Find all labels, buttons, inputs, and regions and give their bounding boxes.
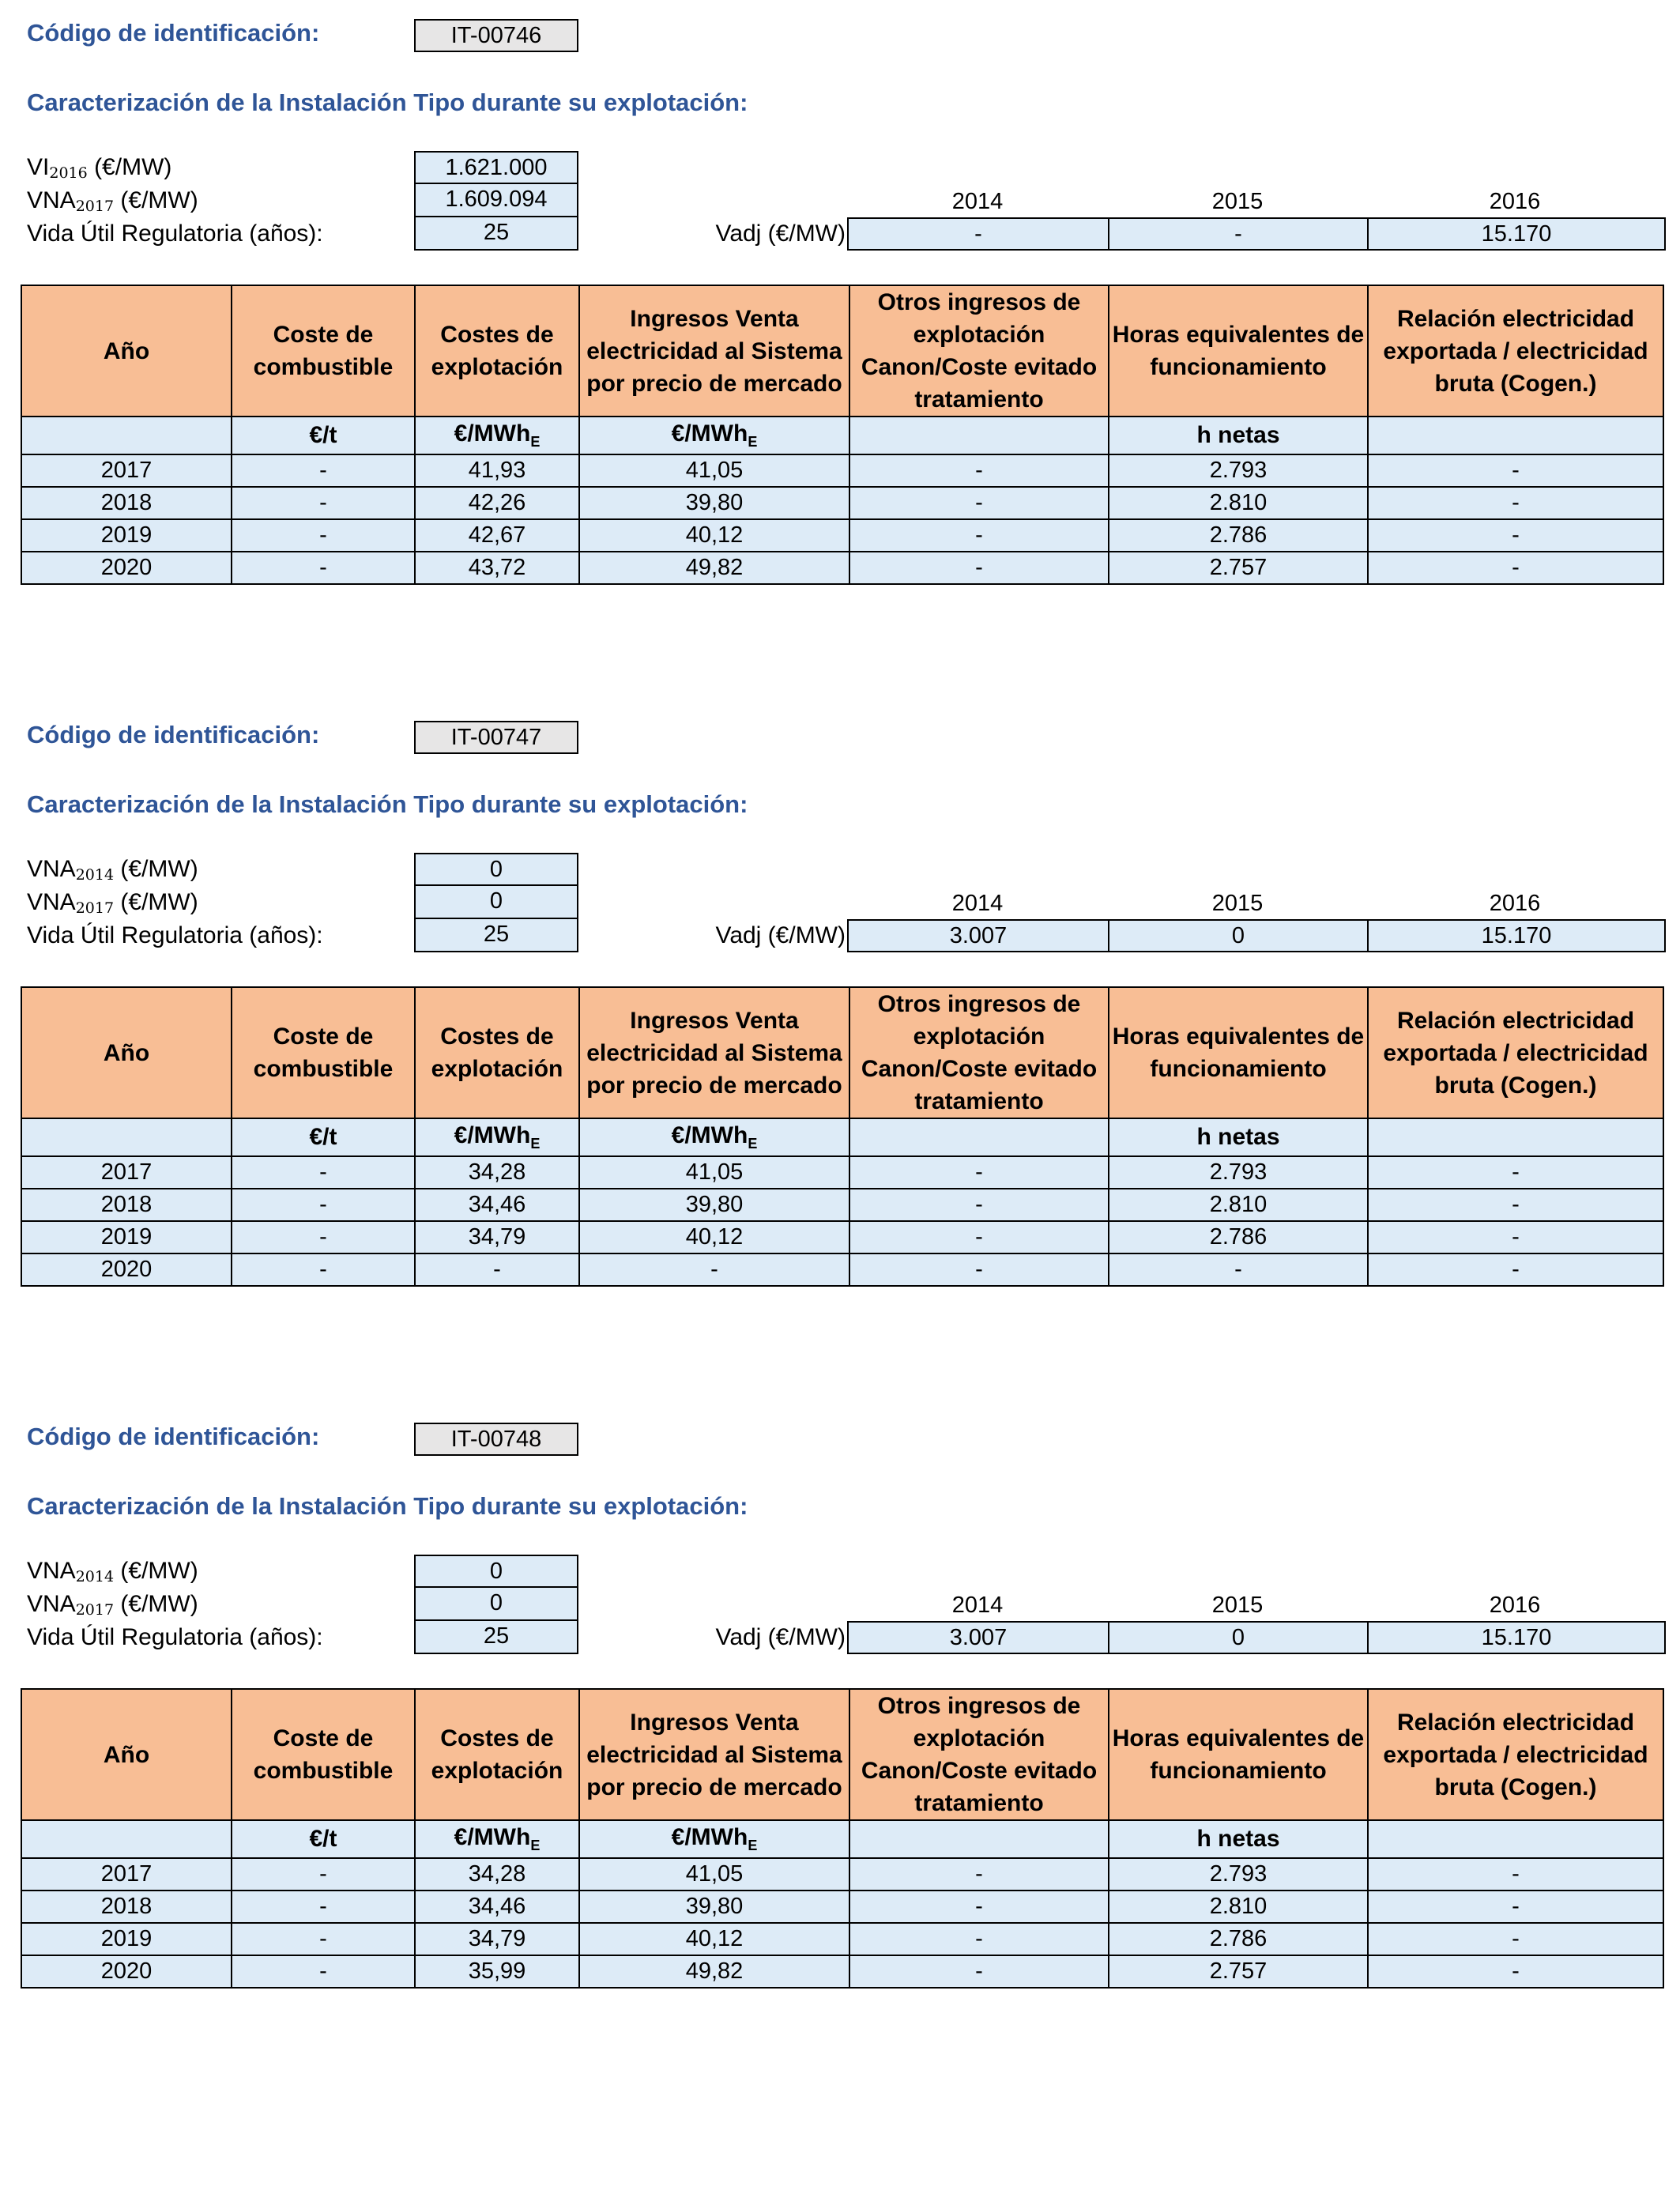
- cell-ano: 2019: [21, 1221, 232, 1253]
- cell-horas: 2.810: [1109, 1891, 1368, 1923]
- year-header-2014: 2014: [951, 891, 1004, 916]
- year-header-2016: 2016: [1489, 1593, 1541, 1618]
- year-header-2014: 2014: [951, 189, 1004, 214]
- cell-otros-ingresos: -: [849, 1156, 1109, 1189]
- cell-coste-combustible: -: [232, 1189, 415, 1221]
- cell-ingresos-venta: 40,12: [579, 1923, 849, 1955]
- header-row: [21, 987, 1663, 1118]
- table-row: [21, 454, 1663, 487]
- installation-section: [0, 702, 1680, 1397]
- code-value: IT-00747: [414, 721, 578, 754]
- year-header-2014: 2014: [951, 1593, 1004, 1618]
- cell-costes-explotacion: 34,28: [415, 1858, 579, 1891]
- cell-coste-combustible: -: [232, 552, 415, 584]
- cell-horas: 2.793: [1109, 454, 1368, 487]
- col-header-costes-explotacion: Costes de explotación: [415, 1689, 579, 1820]
- units-row: [21, 417, 1663, 454]
- param1-value: 1.621.000: [414, 151, 578, 184]
- cell-otros-ingresos: -: [849, 1923, 1109, 1955]
- code-label: Código de identificación:: [27, 19, 320, 47]
- unit-otros-ingresos: [849, 1118, 1109, 1156]
- installation-section: [0, 0, 1680, 696]
- col-header-otros-ingresos: Otros ingresos de explotación Canon/Coste evitado tratamiento: [849, 1689, 1109, 1820]
- year-header-2015: 2015: [1211, 189, 1264, 214]
- cell-costes-explotacion: 34,46: [415, 1891, 579, 1923]
- col-header-otros-ingresos: Otros ingresos de explotación Canon/Coste evitado tratamiento: [849, 285, 1109, 417]
- unit-relacion: [1368, 417, 1663, 454]
- cell-costes-explotacion: 42,26: [415, 487, 579, 519]
- section-heading: Caracterización de la Instalación Tipo durante su explotación:: [27, 790, 748, 818]
- unit-ingresos-venta: €/MWh$_E$: [579, 1820, 849, 1858]
- cell-horas: 2.810: [1109, 1189, 1368, 1221]
- cell-coste-combustible: -: [232, 1955, 415, 1988]
- code-value: IT-00748: [414, 1423, 578, 1456]
- year-header-2015: 2015: [1211, 1593, 1264, 1618]
- unit-ano: [21, 1820, 232, 1858]
- unit-ano: [21, 1118, 232, 1156]
- vadj-label: Vadj (€/MW): [715, 922, 846, 948]
- cell-horas: 2.793: [1109, 1858, 1368, 1891]
- vadj-2014: 3.007: [849, 921, 1109, 951]
- data-table: [21, 986, 1664, 1287]
- data-table: [21, 1688, 1664, 1989]
- table-row: [21, 1156, 1663, 1189]
- cell-relacion: -: [1368, 1955, 1663, 1988]
- cell-costes-explotacion: 34,28: [415, 1156, 579, 1189]
- vida-util-label: Vida Útil Regulatoria (años):: [27, 1624, 323, 1650]
- year-header-2016: 2016: [1489, 891, 1541, 916]
- cell-relacion: -: [1368, 519, 1663, 552]
- col-header-ano: Año: [21, 285, 232, 417]
- cell-ingresos-venta: 41,05: [579, 1858, 849, 1891]
- param2-label: $VNA_{2017}$ (€/MW): [27, 889, 198, 917]
- vadj-label: Vadj (€/MW): [715, 1624, 846, 1650]
- cell-costes-explotacion: 35,99: [415, 1955, 579, 1988]
- cell-ano: 2020: [21, 1253, 232, 1286]
- col-header-horas: Horas equivalentes de funcionamiento: [1109, 285, 1368, 417]
- cell-costes-explotacion: -: [415, 1253, 579, 1286]
- cell-coste-combustible: -: [232, 1221, 415, 1253]
- cell-coste-combustible: -: [232, 1891, 415, 1923]
- vadj-2016: 15.170: [1369, 219, 1664, 249]
- param2-label: $VNA_{2017}$ (€/MW): [27, 1591, 198, 1619]
- cell-relacion: -: [1368, 487, 1663, 519]
- vadj-2014: -: [849, 219, 1109, 249]
- cell-ingresos-venta: 40,12: [579, 1221, 849, 1253]
- cell-horas: -: [1109, 1253, 1368, 1286]
- cell-costes-explotacion: 34,79: [415, 1221, 579, 1253]
- vadj-2015: 0: [1109, 921, 1369, 951]
- cell-relacion: -: [1368, 1189, 1663, 1221]
- col-header-horas: Horas equivalentes de funcionamiento: [1109, 987, 1368, 1118]
- cell-ano: 2020: [21, 1955, 232, 1988]
- cell-coste-combustible: -: [232, 1156, 415, 1189]
- cell-ano: 2017: [21, 454, 232, 487]
- cell-costes-explotacion: 43,72: [415, 552, 579, 584]
- cell-ingresos-venta: 40,12: [579, 519, 849, 552]
- data-table: [21, 285, 1664, 585]
- cell-ano: 2017: [21, 1858, 232, 1891]
- vadj-2015: 0: [1109, 1623, 1369, 1653]
- cell-ano: 2018: [21, 487, 232, 519]
- param2-value: 1.609.094: [414, 184, 578, 217]
- col-header-ingresos-venta: Ingresos Venta electricidad al Sistema por precio de mercado: [579, 1689, 849, 1820]
- vida-util-value: 25: [414, 217, 578, 251]
- year-header-2016: 2016: [1489, 189, 1541, 214]
- cell-relacion: -: [1368, 454, 1663, 487]
- vadj-2015: -: [1109, 219, 1369, 249]
- unit-horas: h netas: [1109, 1820, 1368, 1858]
- col-header-ano: Año: [21, 987, 232, 1118]
- param2-label: $VNA_{2017}$ (€/MW): [27, 187, 198, 215]
- unit-otros-ingresos: [849, 1820, 1109, 1858]
- col-header-coste-combustible: Coste de combustible: [232, 1689, 415, 1820]
- unit-relacion: [1368, 1118, 1663, 1156]
- col-header-horas: Horas equivalentes de funcionamiento: [1109, 1689, 1368, 1820]
- table-row: [21, 487, 1663, 519]
- vadj-2016: 15.170: [1369, 921, 1664, 951]
- cell-costes-explotacion: 42,67: [415, 519, 579, 552]
- section-heading: Caracterización de la Instalación Tipo durante su explotación:: [27, 89, 748, 116]
- cell-otros-ingresos: -: [849, 1189, 1109, 1221]
- unit-horas: h netas: [1109, 1118, 1368, 1156]
- unit-ano: [21, 417, 232, 454]
- table-row: [21, 1253, 1663, 1286]
- table-row: [21, 1189, 1663, 1221]
- cell-horas: 2.793: [1109, 1156, 1368, 1189]
- col-header-costes-explotacion: Costes de explotación: [415, 285, 579, 417]
- table-row: [21, 1221, 1663, 1253]
- cell-otros-ingresos: -: [849, 1955, 1109, 1988]
- cell-horas: 2.810: [1109, 487, 1368, 519]
- cell-ingresos-venta: 41,05: [579, 1156, 849, 1189]
- cell-ingresos-venta: 39,80: [579, 1891, 849, 1923]
- param1-label: $VI_{2016}$ (€/MW): [27, 154, 172, 182]
- col-header-coste-combustible: Coste de combustible: [232, 285, 415, 417]
- col-header-relacion: Relación electricidad exportada / electricidad bruta (Cogen.): [1368, 285, 1663, 417]
- vida-util-label: Vida Útil Regulatoria (años):: [27, 221, 323, 247]
- cell-ano: 2020: [21, 552, 232, 584]
- units-row: [21, 1118, 1663, 1156]
- unit-coste-combustible: €/t: [232, 417, 415, 454]
- table-row: [21, 552, 1663, 584]
- param1-label: $VNA_{2014}$ (€/MW): [27, 856, 198, 884]
- cell-coste-combustible: -: [232, 1253, 415, 1286]
- cell-horas: 2.786: [1109, 1923, 1368, 1955]
- col-header-otros-ingresos: Otros ingresos de explotación Canon/Coste evitado tratamiento: [849, 987, 1109, 1118]
- cell-costes-explotacion: 34,46: [415, 1189, 579, 1221]
- cell-otros-ingresos: -: [849, 519, 1109, 552]
- cell-ingresos-venta: 41,05: [579, 454, 849, 487]
- unit-ingresos-venta: €/MWh$_E$: [579, 417, 849, 454]
- cell-ano: 2018: [21, 1189, 232, 1221]
- cell-ingresos-venta: 39,80: [579, 487, 849, 519]
- cell-coste-combustible: -: [232, 1858, 415, 1891]
- cell-coste-combustible: -: [232, 454, 415, 487]
- section-heading: Caracterización de la Instalación Tipo durante su explotación:: [27, 1492, 748, 1520]
- unit-costes-explotacion: €/MWh$_E$: [415, 417, 579, 454]
- cell-ano: 2019: [21, 1923, 232, 1955]
- col-header-ingresos-venta: Ingresos Venta electricidad al Sistema por precio de mercado: [579, 285, 849, 417]
- cell-otros-ingresos: -: [849, 1221, 1109, 1253]
- cell-otros-ingresos: -: [849, 1891, 1109, 1923]
- table-row: [21, 1923, 1663, 1955]
- installation-section: [0, 1404, 1680, 2099]
- param1-label: $VNA_{2014}$ (€/MW): [27, 1558, 198, 1585]
- col-header-costes-explotacion: Costes de explotación: [415, 987, 579, 1118]
- cell-otros-ingresos: -: [849, 552, 1109, 584]
- cell-ano: 2019: [21, 519, 232, 552]
- cell-relacion: -: [1368, 1253, 1663, 1286]
- cell-ingresos-venta: 49,82: [579, 552, 849, 584]
- code-label: Código de identificación:: [27, 1423, 320, 1450]
- cell-relacion: -: [1368, 552, 1663, 584]
- cell-costes-explotacion: 34,79: [415, 1923, 579, 1955]
- cell-otros-ingresos: -: [849, 487, 1109, 519]
- cell-otros-ingresos: -: [849, 1858, 1109, 1891]
- cell-ingresos-venta: 49,82: [579, 1955, 849, 1988]
- table-row: [21, 519, 1663, 552]
- unit-relacion: [1368, 1820, 1663, 1858]
- code-label: Código de identificación:: [27, 721, 320, 748]
- vida-util-value: 25: [414, 1621, 578, 1654]
- cell-relacion: -: [1368, 1923, 1663, 1955]
- vadj-label: Vadj (€/MW): [715, 221, 846, 247]
- param1-value: 0: [414, 1555, 578, 1588]
- cell-costes-explotacion: 41,93: [415, 454, 579, 487]
- col-header-relacion: Relación electricidad exportada / electricidad bruta (Cogen.): [1368, 987, 1663, 1118]
- cell-horas: 2.786: [1109, 1221, 1368, 1253]
- vadj-values: [847, 919, 1666, 952]
- year-header-2015: 2015: [1211, 891, 1264, 916]
- cell-ingresos-venta: -: [579, 1253, 849, 1286]
- cell-horas: 2.757: [1109, 552, 1368, 584]
- col-header-ano: Año: [21, 1689, 232, 1820]
- cell-coste-combustible: -: [232, 1923, 415, 1955]
- param2-value: 0: [414, 1588, 578, 1621]
- unit-coste-combustible: €/t: [232, 1118, 415, 1156]
- cell-relacion: -: [1368, 1891, 1663, 1923]
- header-row: [21, 285, 1663, 417]
- unit-ingresos-venta: €/MWh$_E$: [579, 1118, 849, 1156]
- col-header-coste-combustible: Coste de combustible: [232, 987, 415, 1118]
- units-row: [21, 1820, 1663, 1858]
- table-row: [21, 1955, 1663, 1988]
- cell-relacion: -: [1368, 1858, 1663, 1891]
- cell-ano: 2017: [21, 1156, 232, 1189]
- unit-costes-explotacion: €/MWh$_E$: [415, 1820, 579, 1858]
- table-row: [21, 1891, 1663, 1923]
- param2-value: 0: [414, 886, 578, 919]
- vadj-2016: 15.170: [1369, 1623, 1664, 1653]
- cell-relacion: -: [1368, 1156, 1663, 1189]
- cell-ano: 2018: [21, 1891, 232, 1923]
- code-value: IT-00746: [414, 19, 578, 52]
- header-row: [21, 1689, 1663, 1820]
- table-row: [21, 1858, 1663, 1891]
- vadj-values: [847, 217, 1666, 251]
- vida-util-value: 25: [414, 919, 578, 952]
- cell-otros-ingresos: -: [849, 454, 1109, 487]
- cell-relacion: -: [1368, 1221, 1663, 1253]
- param1-value: 0: [414, 853, 578, 886]
- cell-coste-combustible: -: [232, 519, 415, 552]
- cell-horas: 2.786: [1109, 519, 1368, 552]
- unit-horas: h netas: [1109, 417, 1368, 454]
- vadj-2014: 3.007: [849, 1623, 1109, 1653]
- vadj-values: [847, 1621, 1666, 1654]
- cell-otros-ingresos: -: [849, 1253, 1109, 1286]
- cell-ingresos-venta: 39,80: [579, 1189, 849, 1221]
- cell-horas: 2.757: [1109, 1955, 1368, 1988]
- col-header-relacion: Relación electricidad exportada / electricidad bruta (Cogen.): [1368, 1689, 1663, 1820]
- unit-coste-combustible: €/t: [232, 1820, 415, 1858]
- cell-coste-combustible: -: [232, 487, 415, 519]
- unit-costes-explotacion: €/MWh$_E$: [415, 1118, 579, 1156]
- unit-otros-ingresos: [849, 417, 1109, 454]
- vida-util-label: Vida Útil Regulatoria (años):: [27, 922, 323, 948]
- col-header-ingresos-venta: Ingresos Venta electricidad al Sistema por precio de mercado: [579, 987, 849, 1118]
